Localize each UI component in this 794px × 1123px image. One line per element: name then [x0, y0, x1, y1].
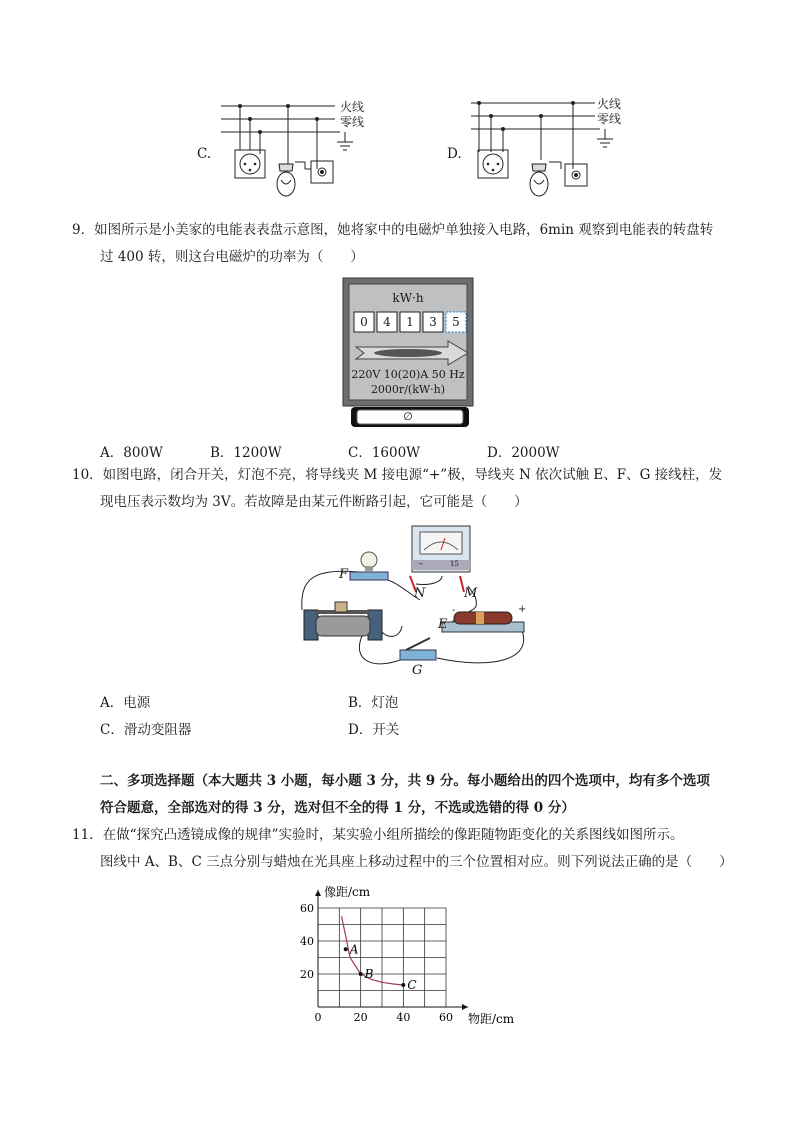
q11-stem-line1: 11．在做“探究凸透镜成像的规律”实验时，某实验小组所描绘的像距随物距变化的关系图线如图所示。 — [72, 827, 684, 843]
meter-unit: kW·h — [392, 291, 424, 305]
y-tick-label: 40 — [300, 935, 314, 948]
q9-stem-line1: 9．如图所示是小美家的电能表表盘示意图，她将家中的电磁炉单独接入电路，6min 观察到电能表的转盘转 — [72, 222, 714, 238]
data-point-b — [359, 972, 363, 976]
q8-c-neutral-label: 零线 — [340, 115, 365, 129]
meter-digit-1: 0 — [360, 315, 368, 329]
data-point-a — [344, 947, 348, 951]
y-axis-label: 像距/cm — [324, 885, 371, 899]
meter-digit-5: 5 — [452, 315, 460, 329]
voltmeter-minus-label: − — [418, 560, 424, 568]
meter-digit-3: 1 — [406, 315, 414, 329]
data-point-label-b: B — [364, 967, 374, 981]
y-tick-label: 20 — [300, 968, 314, 981]
q10-option-a: A．电源 — [100, 695, 151, 711]
voltmeter-15-label: 15 — [450, 560, 459, 568]
q10-option-b: B．灯泡 — [348, 695, 399, 711]
terminal-f-label: F — [339, 567, 349, 582]
terminal-g-label: G — [412, 663, 423, 678]
q8-option-c-figure — [195, 94, 375, 206]
q9-option-c: C．1600W — [348, 445, 421, 461]
data-point-label-a: A — [349, 942, 359, 957]
x-tick-label: 20 — [353, 1011, 368, 1024]
probe-n-label: N — [414, 586, 426, 601]
q9-stem-line2: 过 400 转，则这台电磁炉的功率为（ ） — [100, 249, 364, 265]
q10-option-c: C．滑动变阻器 — [100, 722, 192, 738]
battery-minus-label: - — [452, 605, 456, 616]
electric-meter-figure — [342, 277, 474, 429]
x-tick-label: 0 — [314, 1011, 322, 1024]
circuit-figure — [292, 520, 532, 680]
q8-option-d-figure — [445, 94, 635, 206]
q9-option-b: B．1200W — [210, 445, 282, 461]
q10-stem-line2: 现电压表示数均为 3V。若故障是由某元件断路引起，它可能是（ ） — [100, 494, 528, 510]
meter-digit-4: 3 — [429, 315, 437, 329]
data-point-c — [401, 983, 405, 987]
x-tick-label: 60 — [439, 1011, 453, 1024]
q8-c-live-label: 火线 — [340, 100, 365, 114]
probe-m-label: M — [464, 586, 478, 601]
section2-heading-line1: 二、多项选择题（本大题共 3 小题，每小题 3 分，共 9 分。每小题给出的四个选项中，均有多个选项 — [100, 773, 710, 789]
q8-c-option-label: C. — [197, 146, 212, 162]
q10-stem-line1: 10．如图电路，闭合开关，灯泡不亮，将导线夹 M 接电源“+”极，导线夹 N 依次试触 E、F、G 接线柱，发 — [72, 467, 723, 483]
x-axis-arrow — [462, 1004, 468, 1010]
data-point-label-c: C — [407, 978, 417, 993]
x-axis-label: 物距/cm — [468, 1012, 515, 1026]
meter-symbol: ∅ — [403, 410, 413, 423]
y-axis-arrow — [315, 890, 321, 896]
q9-option-a: A．800W — [100, 445, 163, 461]
terminal-e-label: E — [438, 617, 448, 632]
meter-spec-revolutions: 2000r/(kW·h) — [370, 383, 446, 396]
y-tick-label: 60 — [300, 902, 314, 915]
meter-digit-2: 4 — [383, 315, 391, 329]
q8-d-neutral-label: 零线 — [597, 112, 622, 126]
q8-d-option-label: D. — [447, 146, 462, 162]
q8-d-live-label: 火线 — [597, 97, 622, 111]
section2-heading-line2: 符合题意，全部选对的得 3 分，选对但不全的得 1 分，不选或选错的得 0 分） — [100, 800, 575, 816]
q9-option-d: D．2000W — [487, 445, 560, 461]
image-distance-chart — [290, 876, 530, 1026]
q10-option-d: D．开关 — [348, 722, 400, 738]
x-tick-label: 40 — [396, 1011, 411, 1024]
meter-spec-voltage: 220V 10(20)A 50 Hz — [351, 368, 465, 381]
q11-stem-line2: 图线中 A、B、C 三点分别与蜡烛在光具座上移动过程中的三个位置相对应。则下列说法正确的是（ ） — [100, 854, 733, 870]
battery-plus-label: + — [518, 604, 527, 615]
